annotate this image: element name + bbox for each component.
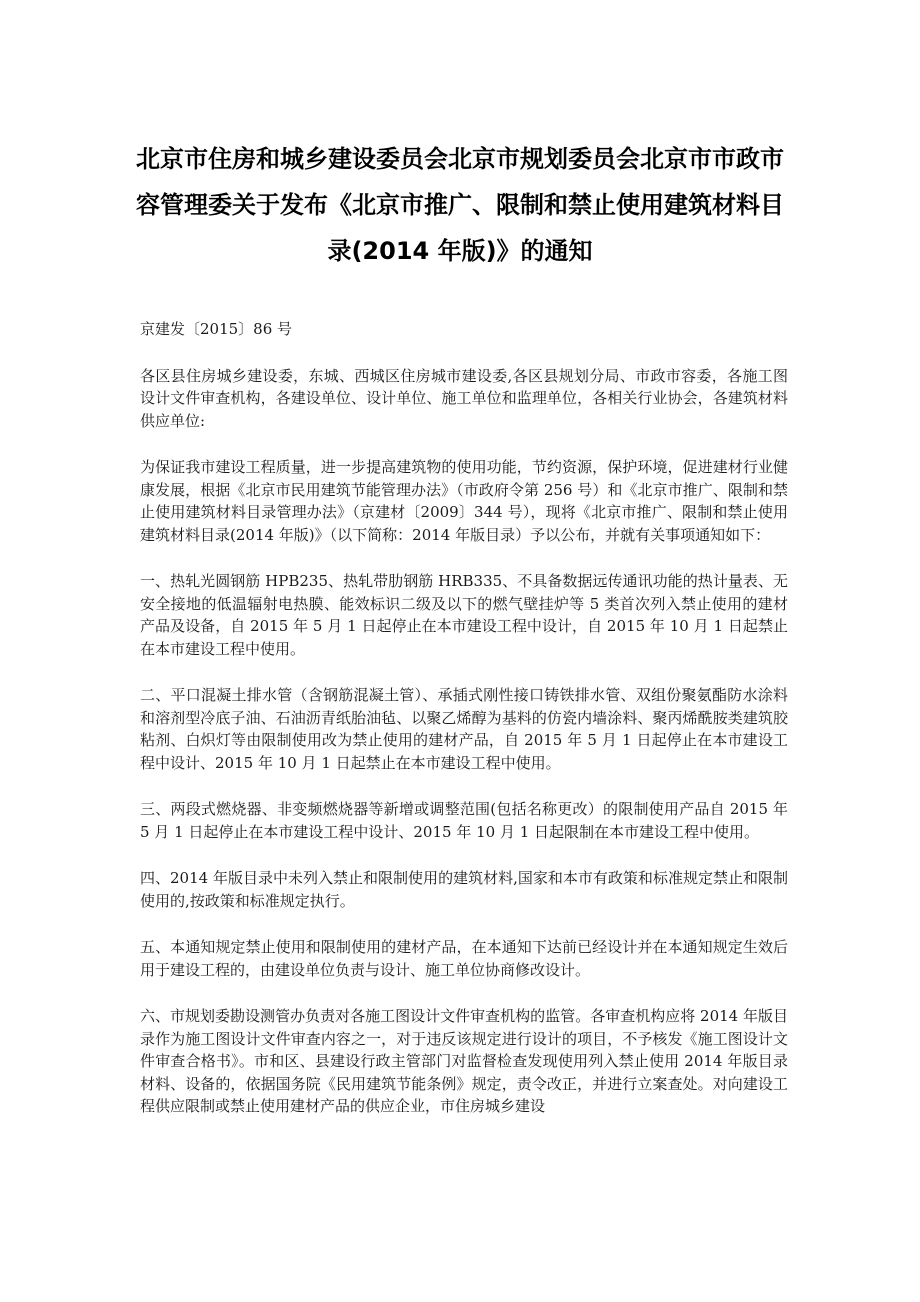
document-title: 北京市住房和城乡建设委员会北京市规划委员会北京市市政市容管理委关于发布《北京市推广、限制和禁止使用建筑材料目录(2014 年版)》的通知 (136, 145, 784, 265)
paragraph-recipients: 各区县住房城乡建设委，东城、西城区住房城市建设委,各区县规划分局、市政市容委，各施工图设计文件审查机构，各建设单位、设计单位、施工单位和监理单位，各相关行业协会，各建筑材料供应单位: (140, 366, 788, 430)
paragraph-item-1: 一、热轧光圆钢筋 HPB235、热轧带肋钢筋 HRB335、不具备数据远传通讯功能的热计量表、无安全接地的低温辐射电热膜、能效标识二级及以下的燃气壁挂炉等 5 类首次列入禁止使用的建材产品及设备，自 2015 年 5 月 1 日起停止在本市建设工程中设计，自 2015 年 10 月 1 日起禁止在本市建设工程中使用。 (140, 572, 788, 658)
document-body (140, 318, 788, 1142)
document-number: 京建发〔2015〕86 号 (140, 320, 293, 338)
paragraph-item-2: 二、平口混凝土排水管（含钢筋混凝土管）、承插式刚性接口铸铁排水管、双组份聚氨酯防水涂料和溶剂型冷底子油、石油沥青纸胎油毡、以聚乙烯醇为基料的仿瓷内墙涂料、聚丙烯酰胺类建筑胶粘剂、白炽灯等由限制使用改为禁止使用的建材产品，自 2015 年 5 月 1 日起停止在本市建设工程中设计、2015 年 10 月 1 日起禁止在本市建设工程中使用。 (140, 686, 788, 772)
paragraph-preamble: 为保证我市建设工程质量，进一步提高建筑物的使用功能，节约资源，保护环境，促进建材行业健康发展，根据《北京市民用建筑节能管理办法》（市政府令第 256 号）和《北京市推广、限制和禁止使用建筑材料目录管理办法》（京建材〔2009〕344 号），现将《北京市推广、限制和禁止使用建筑材料目录(2014 年版)》（以下简称：2014 年版目录）予以公布，并就有关事项通知如下： (140, 458, 788, 544)
paragraph-item-6: 六、市规划委勘设测管办负责对各施工图设计文件审查机构的监管。各审查机构应将 2014 年版目录作为施工图设计文件审查内容之一，对于违反该规定进行设计的项目，不予核发《施工图设计文件审查合格书》。市和区、县建设行政主管部门对监督检查发现使用列入禁止使用 2014 年版目录材料、设备的，依据国务院《民用建筑节能条例》规定，责令改正，并进行立案查处。对向建设工程供应限制或禁止使用建材产品的供应企业，市住房城乡建设 (140, 1007, 788, 1115)
paragraph-item-3: 三、两段式燃烧器、非变频燃烧器等新增或调整范围(包括名称更改）的限制使用产品自 2015 年 5 月 1 日起停止在本市建设工程中设计、2015 年 10 月 1 日起限制在本市建设工程中使用。 (140, 800, 788, 841)
paragraph-item-5: 五、本通知规定禁止使用和限制使用的建材产品，在本通知下达前已经设计并在本通知规定生效后用于建设工程的，由建设单位负责与设计、施工单位协商修改设计。 (140, 938, 788, 979)
paragraph-item-4: 四、2014 年版目录中未列入禁止和限制使用的建筑材料,国家和本市有政策和标准规定禁止和限制使用的,按政策和标准规定执行。 (140, 869, 788, 910)
